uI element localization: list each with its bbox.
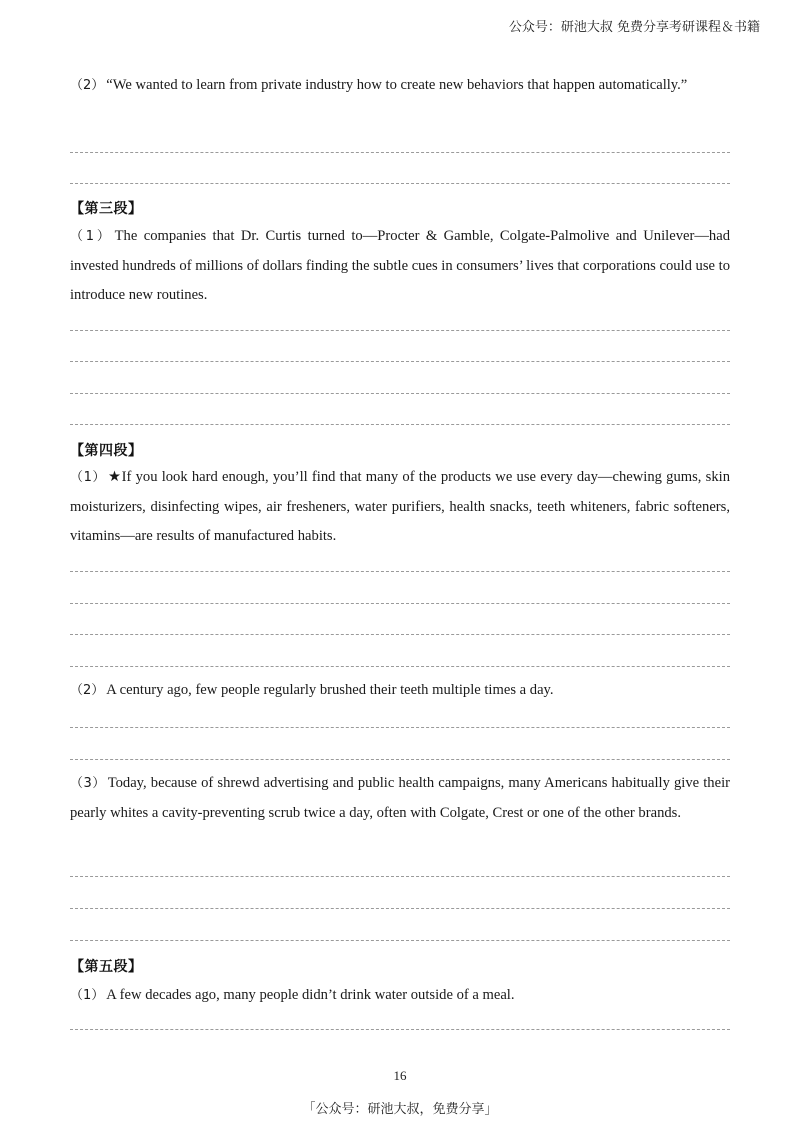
paragraph-number: （1） (70, 988, 105, 1003)
paragraph-s4-3 (70, 769, 730, 828)
paragraph-number: （2） (70, 78, 105, 93)
paragraph-text (70, 71, 730, 101)
paragraph-top-2 (70, 71, 730, 101)
paragraph-text (70, 676, 730, 706)
answer-line (70, 330, 730, 331)
answer-line (70, 424, 730, 425)
section-title-3: 【第三段】 (70, 201, 143, 217)
answer-line (70, 1029, 730, 1030)
paragraph-s5-1 (70, 981, 730, 1011)
answer-line (70, 727, 730, 728)
paragraph-number: （2） (70, 683, 105, 698)
section-title-4: 【第四段】 (70, 443, 143, 459)
paragraph-text (70, 981, 730, 1011)
paragraph-body: Today, because of shrewd advertising and public health campaigns, many Americans habitually give their pearly whites a cavity-preventing scrub twice a day, often with Colgate, Crest or one of the other brands. (70, 775, 730, 821)
paragraph-text (70, 769, 730, 828)
answer-line (70, 634, 730, 635)
answer-line (70, 759, 730, 760)
answer-line (70, 393, 730, 394)
paragraph-body: ★If you look hard enough, you’ll find that many of the products we use every day—chewing gums, skin moisturizers, disinfecting wipes, air fresheners, water purifiers, health snacks, teeth whiteners, fabric softeners, vitamins—are results of manufactured habits. (70, 469, 730, 544)
paragraph-number: （3） (70, 776, 106, 791)
paragraph-body: A few decades ago, many people didn’t drink water outside of a meal. (106, 987, 515, 1003)
footer-watermark-note: 「公众号：研池大叔，免费分享」 (302, 1102, 498, 1117)
paragraph-text (70, 222, 730, 311)
answer-line (70, 603, 730, 604)
page-number: 16 (393, 1068, 407, 1083)
paragraph-s4-2 (70, 676, 730, 706)
paragraph-text (70, 463, 730, 552)
section-title-5: 【第五段】 (70, 959, 143, 975)
paragraph-number: （1） (70, 470, 106, 485)
answer-line (70, 666, 730, 667)
answer-line (70, 571, 730, 572)
answer-line (70, 908, 730, 909)
answer-line (70, 152, 730, 153)
answer-line (70, 183, 730, 184)
header-watermark-note: 公众号：研池大叔 免费分享考研课程＆书籍 (508, 20, 760, 35)
answer-line (70, 876, 730, 877)
paragraph-body: The companies that Dr. Curtis turned to—Procter & Gamble, Colgate-Palmolive and Unilever—had invested hundreds of millions of dollars finding the subtle cues in consumers’ lives that corporations could use to introduce new routines. (70, 228, 730, 303)
paragraph-body: “We wanted to learn from private industry how to create new behaviors that happen automatically.” (106, 77, 688, 93)
answer-line (70, 940, 730, 941)
paragraph-s4-1 (70, 463, 730, 552)
answer-line (70, 361, 730, 362)
paragraph-number: （1） (70, 229, 113, 244)
paragraph-s3-1 (70, 222, 730, 311)
paragraph-body: A century ago, few people regularly brushed their teeth multiple times a day. (106, 682, 554, 698)
